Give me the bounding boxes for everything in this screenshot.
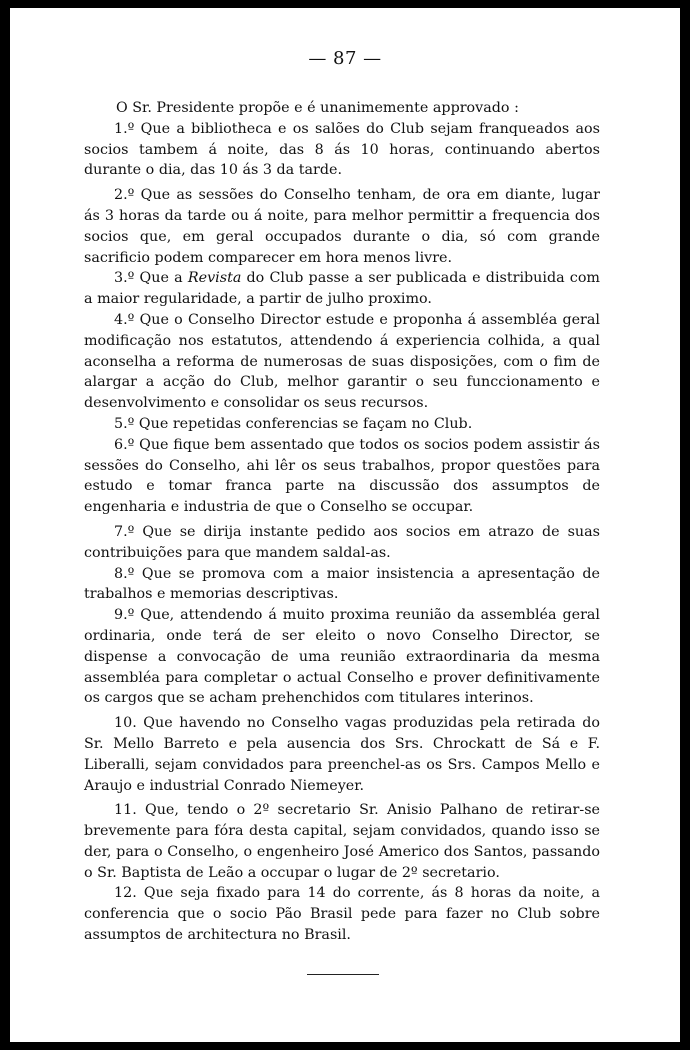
item-3 [84, 268, 600, 310]
item-4: 4.º Que o Conselho Director estude e proponha á assembléa geral modificação nos estatutos, attendendo á experiencia colhida, a qual aconselha a reforma de numerosas de suas disposições, com o fim de alargar a acção do Club, melhor garantir o seu funccionamento e desenvolvimento e consolidar os seus recursos. [84, 311, 600, 412]
item-12: 12. Que seja fixado para 14 do corrente, ás 8 horas da noite, a conferencia que o socio Pão Brasil pede para fazer no Club sobre assumptos de architectura no Brasil. [84, 885, 600, 944]
item-3-rest: do Club passe a ser publicada e distribuida com a maior regularidade, a partir de julho proximo. [84, 270, 600, 308]
item-2: 2.º Que as sessões do Conselho tenham, de ora em diante, lugar ás 3 horas da tarde ou á noite, para melhor permittir a frequencia dos socios que, em geral occupados durante o dia, só com grande sacrificio podem comparecer em hora menos livre. [84, 187, 600, 266]
item-6: 6.º Que fique bem assentado que todos os socios podem assistir ás sessões do Conselho, ahi lêr os seus trabalhos, propor questões para estudo e tomar franca parte na discussão dos assumptos de engenharia e industria de que o Conselho se occupar. [84, 436, 600, 516]
revista-title: Revista [187, 270, 242, 287]
closing-rule [307, 974, 379, 975]
intro-paragraph: O Sr. Presidente propõe e é unanimemente approvado : [116, 100, 519, 116]
item-11: 11. Que, tendo o 2º secretario Sr. Anisio Palhano de retirar-se brevemente para fóra desta capital, sejam convidados, quando isso se der, para o Conselho, o engenheiro José Americo dos Santos, passando o Sr. Baptista de Leão a occupar o lugar de 2º secretario. [84, 802, 600, 881]
minutes-body [84, 98, 600, 946]
item-10: 10. Que havendo no Conselho vagas produzidas pela retirada do Sr. Mello Barreto e pela ausencia dos Srs. Chrockatt de Sá e F. Liberalli, sejam convidados para preenchel-as os Srs. Campos Mello e Araujo e industrial Conrado Niemeyer. [84, 715, 600, 794]
item-1: 1.º Que a bibliotheca e os salões do Club sejam franqueados aos socios tambem á noite, das 8 ás 10 horas, continuando abertos durante o dia, das 10 ás 3 da tarde. [84, 120, 600, 179]
item-9: 9.º Que, attendendo á muito proxima reunião da assembléa geral ordinaria, onde terá de ser eleito o novo Conselho Director, se dispense a convocação de uma reunião extraordinaria da mesma assembléa para completar o actual Conselho e prover definitivamente os cargos que se acham prehenchidos com titulares interinos. [84, 607, 600, 707]
item-3-lead: 3.º Que a [114, 270, 188, 287]
document-page [10, 8, 680, 1042]
item-8: 8.º Que se promova com a maior insistencia a apresentação de trabalhos e memorias descriptivas. [84, 565, 600, 603]
item-7: 7.º Que se dirija instante pedido aos socios em atrazo de suas contribuições para que mandem saldal-as. [84, 523, 600, 561]
page-number: — 87 — [308, 48, 382, 69]
item-5: 5.º Que repetidas conferencias se façam no Club. [114, 415, 473, 432]
